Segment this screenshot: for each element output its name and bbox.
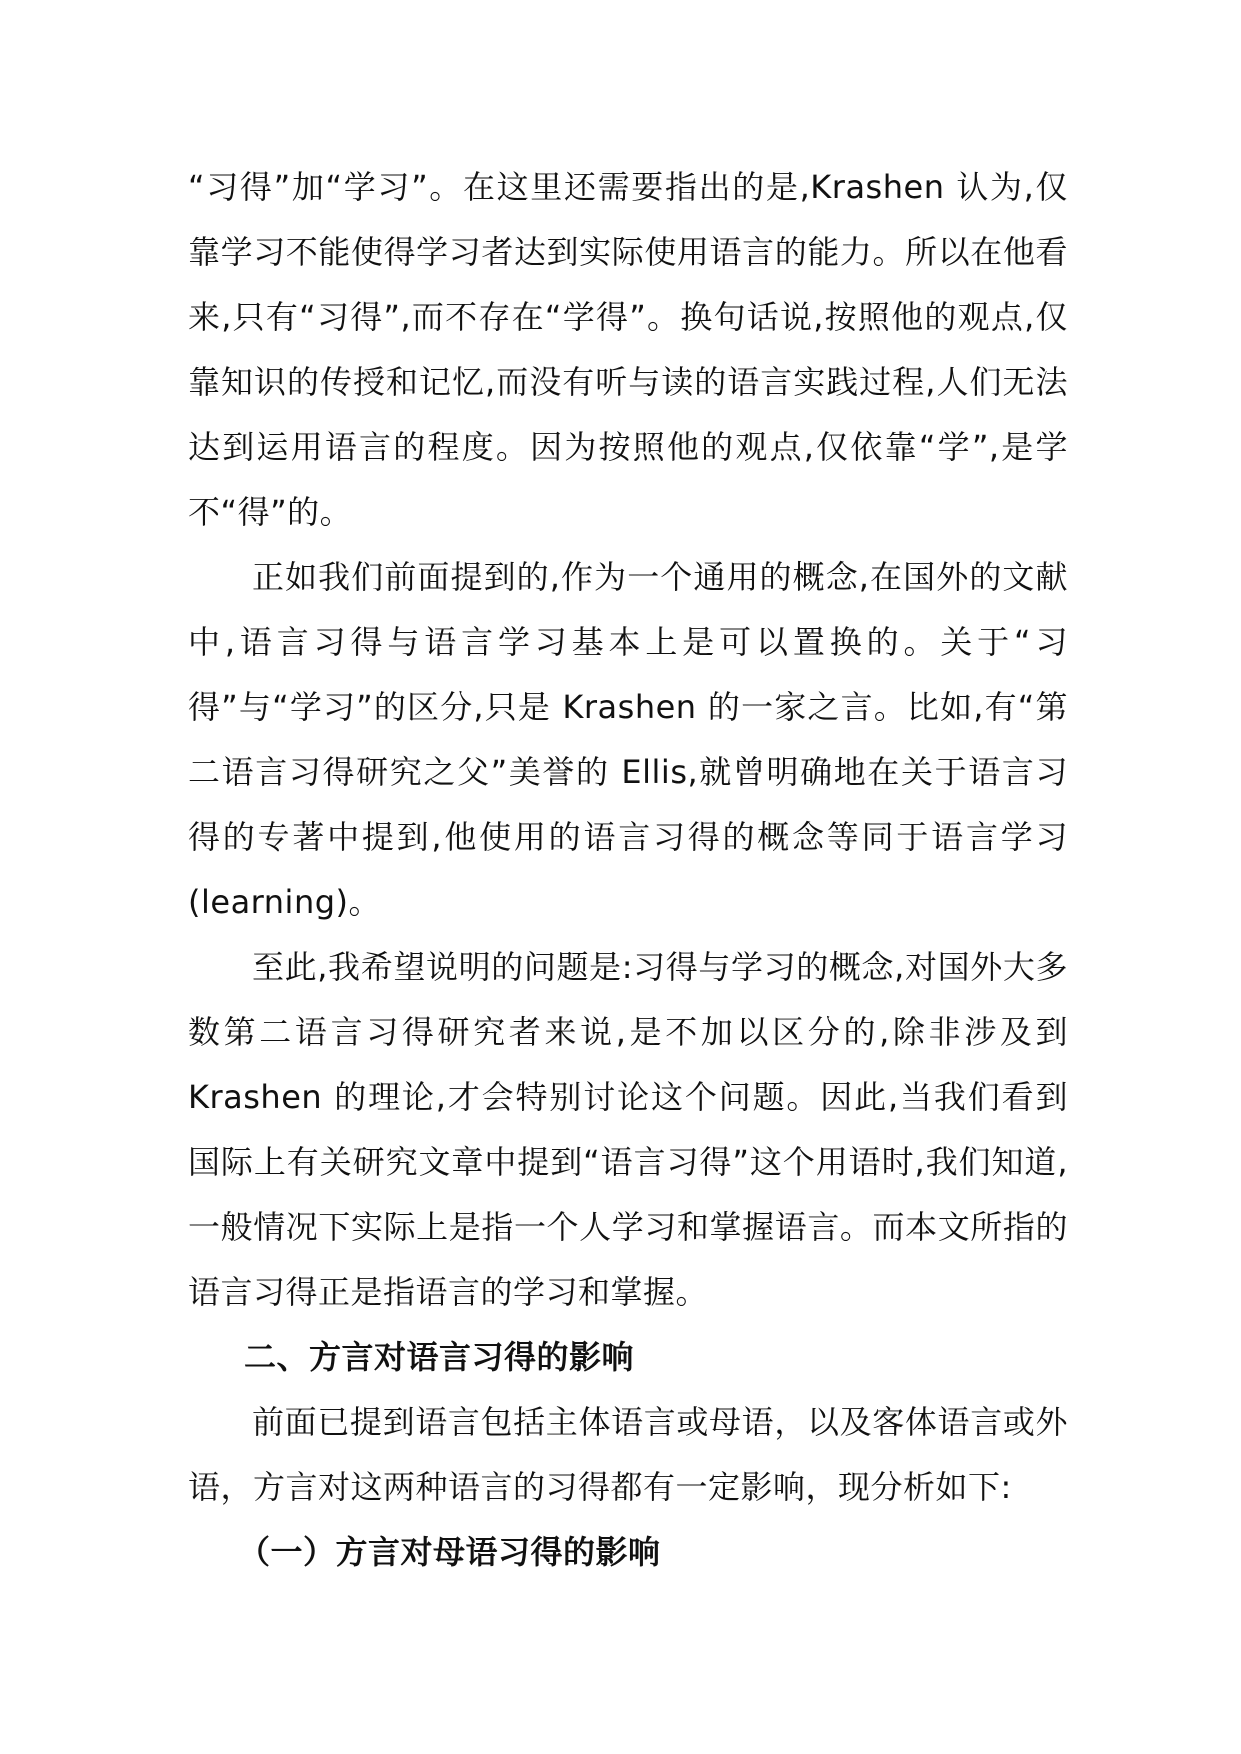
paragraph-continuation: “习得”加“学习”。在这里还需要指出的是,Krashen 认为,仅靠学习不能使得学习者达到实际使用语言的能力。所以在他看来,只有“习得”,而不存在“学得”。换句话说,按照他的观点,仅靠知识的传授和记忆,而没有听与读的语言实践过程,人们无法达到运用语言的程度。因为按照他的观点,仅依靠“学”,是学不“得”的。 (188, 168, 1068, 531)
paragraph-conclusion: 至此,我希望说明的问题是:习得与学习的概念,对国外大多数第二语言习得研究者来说,是不加以区分的,除非涉及到 Krashen 的理论,才会特别讨论这个问题。因此,当我们看到国际上有关研究文章中提到“语言习得”这个用语时,我们知道,一般情况下实际上是指一个人学习和掌握语言。而本文所指的语言习得正是指语言的学习和掌握。 (188, 948, 1068, 1311)
paragraph-section-intro: 前面已提到语言包括主体语言或母语，以及客体语言或外语，方言对这两种语言的习得都有一定影响，现分析如下: (188, 1403, 1068, 1506)
section-heading: 二、方言对语言习得的影响 (244, 1338, 635, 1376)
paragraph-acquisition-vs-learning: 正如我们前面提到的,作为一个通用的概念,在国外的文献中,语言习得与语言学习基本上是可以置换的。关于“习得”与“学习”的区分,只是 Krashen 的一家之言。比如,有“第二语言习得研究之父”美誉的 Ellis,就曾明确地在关于语言习得的专著中提到,他使用的语言习得的概念等同于语言学习(learning)。 (188, 558, 1068, 921)
subsection-heading: （一）方言对母语习得的影响 (238, 1533, 661, 1571)
document-body (188, 155, 1068, 1585)
